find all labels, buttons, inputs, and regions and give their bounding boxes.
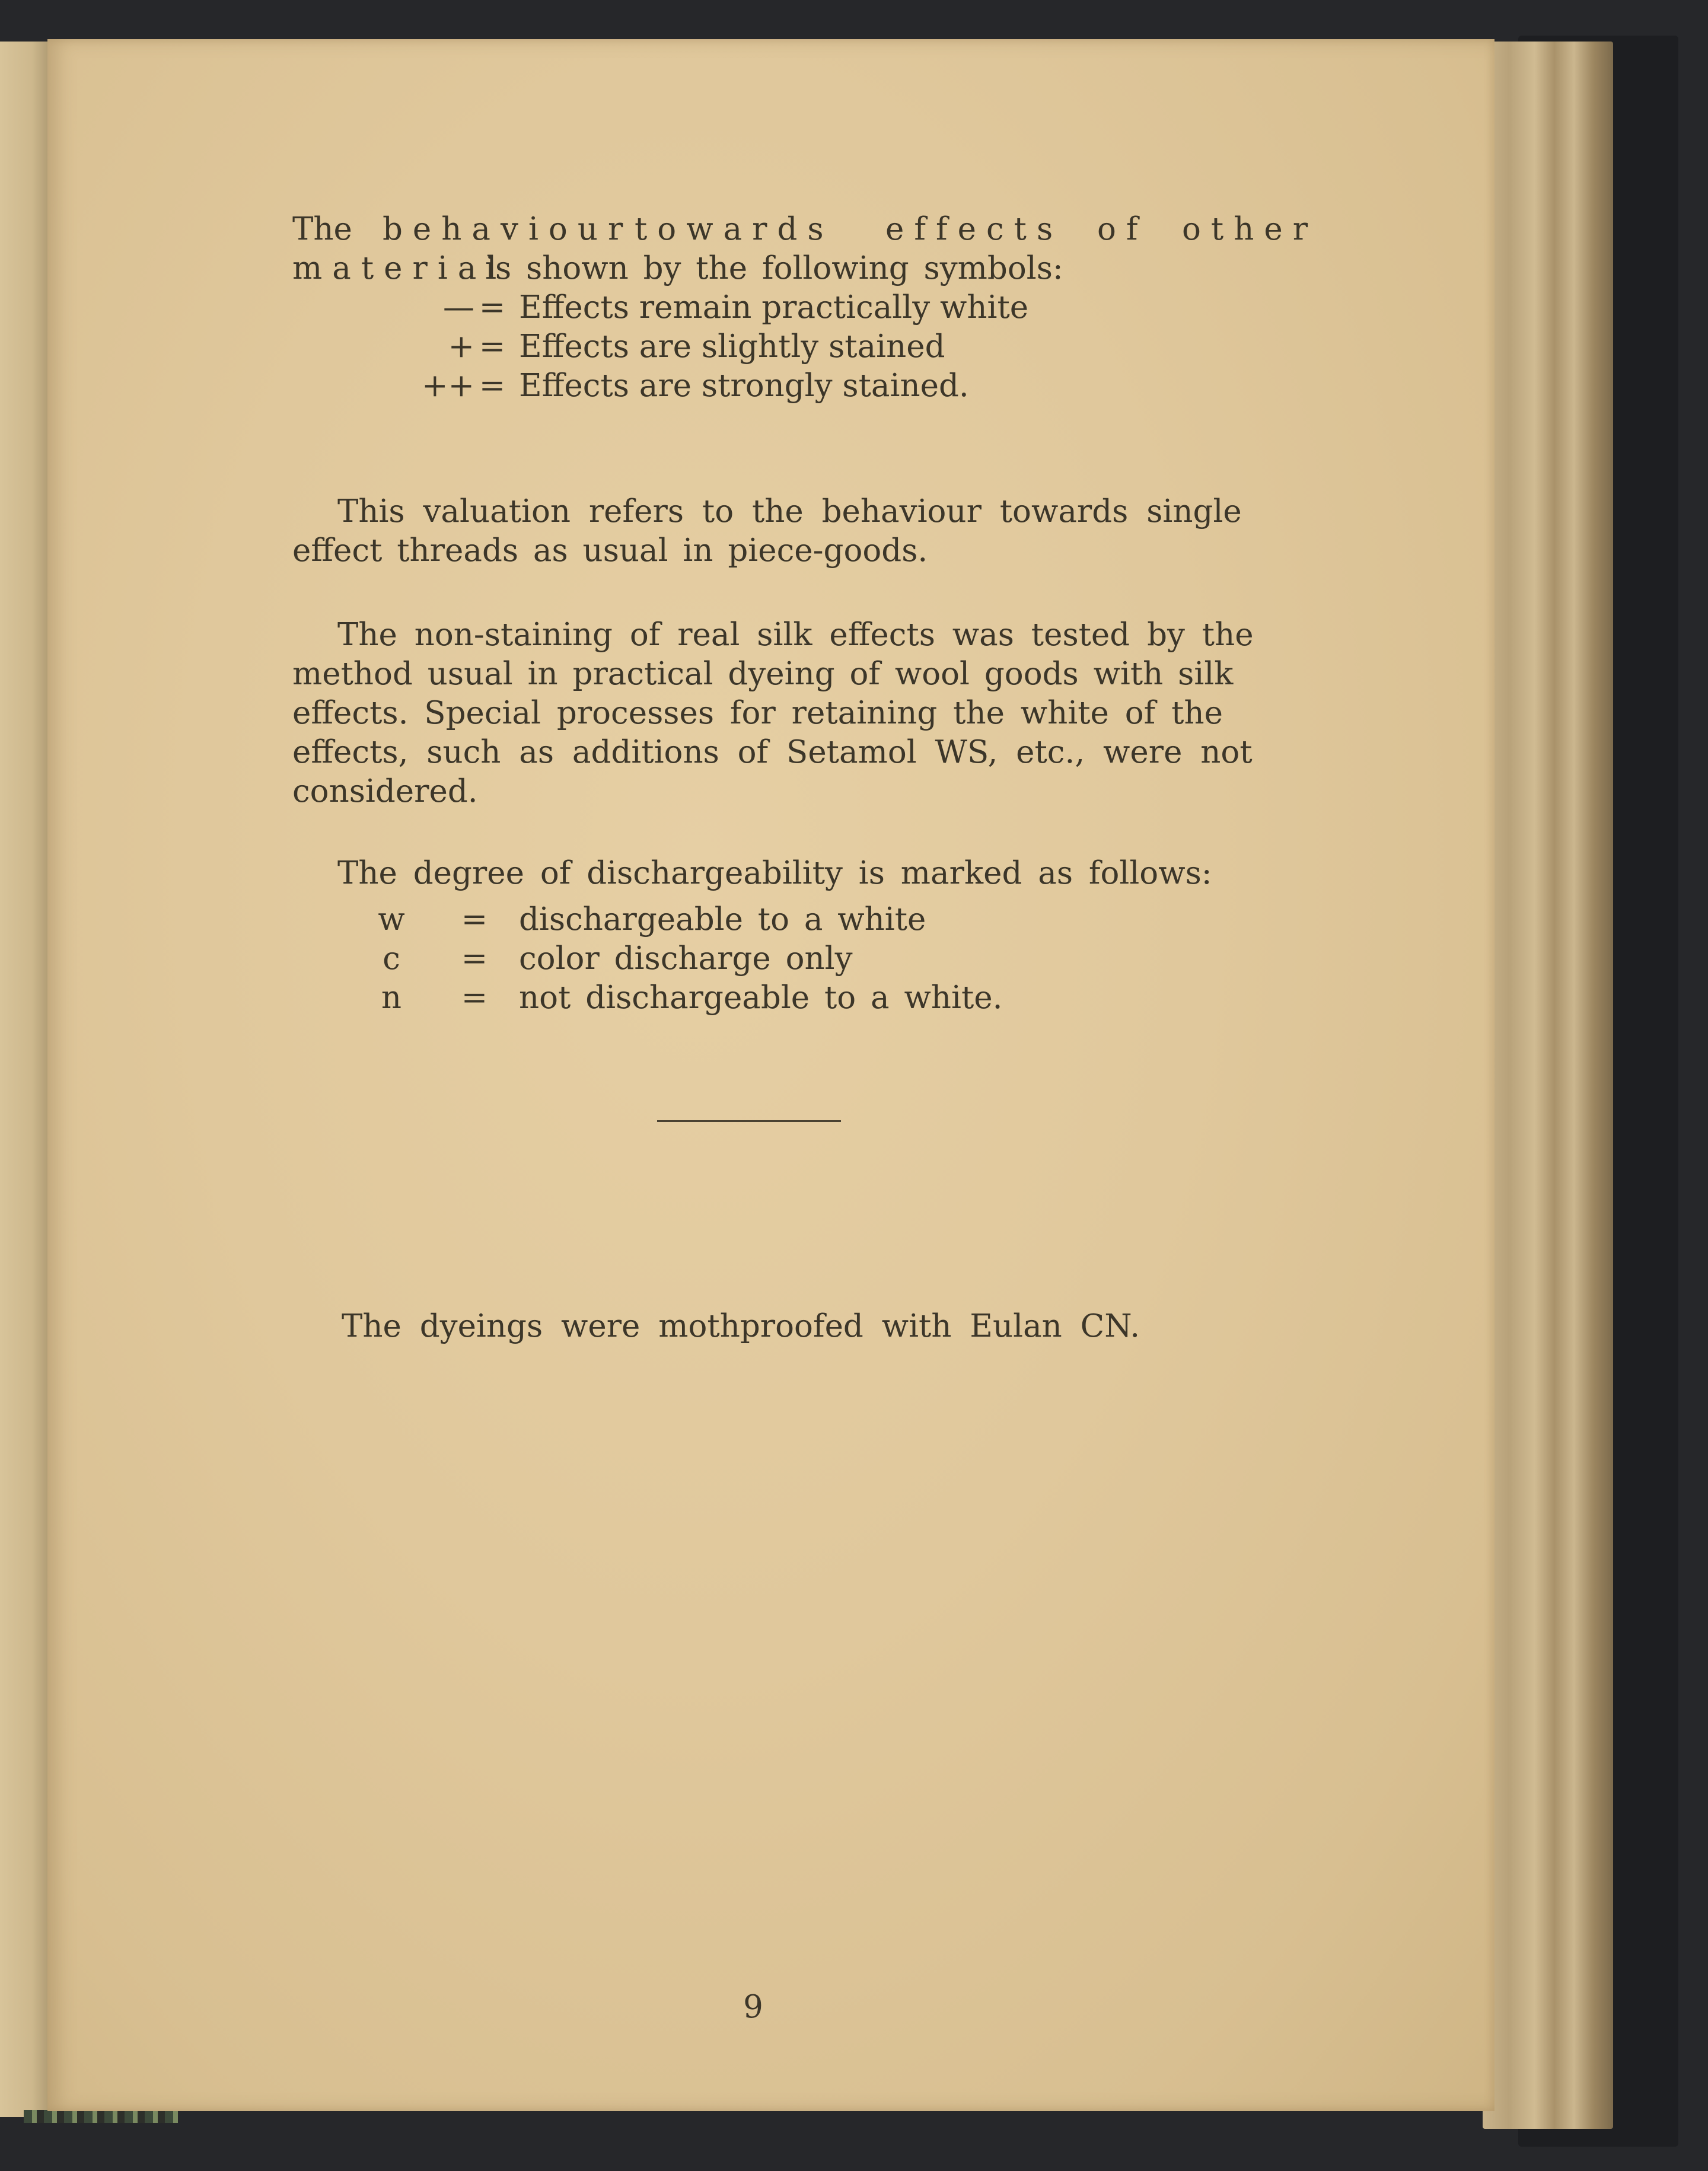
intro-word: behaviour: [383, 211, 633, 247]
valuation-line-2: effect threads as usual in piece-goods.: [292, 533, 928, 569]
book-page: [47, 39, 1494, 2111]
section-divider-rule: [657, 1120, 841, 1122]
discharge-meaning: not dischargeable to a white.: [519, 980, 1003, 1016]
legend-meaning: Effects remain practically white: [519, 289, 1029, 326]
discharge-symbol: n: [381, 980, 402, 1016]
discharge-meaning: color discharge only: [519, 941, 853, 977]
intro-spaced-word: material: [292, 250, 507, 286]
legend-symbol: ++: [422, 368, 474, 404]
discharge-meaning: dischargeable to a white: [519, 901, 926, 938]
facing-page-sliver: [0, 42, 53, 2117]
intro-word: The: [292, 211, 352, 247]
stacked-page-edges: [1483, 42, 1613, 2129]
legend-symbol: —: [443, 289, 474, 326]
page-number: 9: [743, 1989, 763, 2025]
discharge-equals: =: [461, 980, 488, 1016]
silk-line: considered.: [292, 773, 478, 809]
intro-line-2-text: is shown by the following symbols:: [485, 250, 1063, 286]
valuation-line-1: This valuation refers to the behaviour towards single: [337, 493, 1242, 530]
legend-row: [47, 327, 1494, 366]
discharge-row: [47, 978, 1494, 1018]
legend-equals: =: [479, 289, 506, 326]
mothproof-note: The dyeings were mothproofed with Eulan CN.: [342, 1308, 1140, 1344]
legend-row: [47, 366, 1494, 406]
legend-equals: =: [479, 329, 506, 365]
discharge-symbol: c: [383, 941, 400, 977]
silk-line: method usual in practical dyeing of wool goods with silk: [292, 656, 1234, 692]
discharge-row: [47, 900, 1494, 939]
silk-line: effects, such as additions of Setamol WS, etc., were not: [292, 734, 1253, 770]
intro-word: other: [1182, 211, 1318, 247]
discharge-equals: =: [461, 901, 488, 938]
discharge-symbol: w: [378, 901, 405, 938]
intro-word: of: [1097, 211, 1148, 247]
legend-meaning: Effects are slightly stained: [519, 329, 945, 365]
discharge-row: [47, 939, 1494, 978]
discharge-heading: The degree of dischargeability is marked as follows:: [337, 855, 1212, 891]
legend-equals: =: [479, 368, 506, 404]
legend-meaning: Effects are strongly stained.: [519, 368, 969, 404]
discharge-equals: =: [461, 941, 488, 977]
legend-symbol: +: [448, 329, 474, 365]
intro-word: towards: [635, 211, 834, 247]
headband-strip: [24, 2110, 178, 2123]
intro-word: effects: [885, 211, 1063, 247]
legend-row: [47, 288, 1494, 327]
silk-line: effects. Special processes for retaining the white of the: [292, 695, 1223, 731]
silk-line: The non-staining of real silk effects was tested by the: [337, 617, 1254, 653]
